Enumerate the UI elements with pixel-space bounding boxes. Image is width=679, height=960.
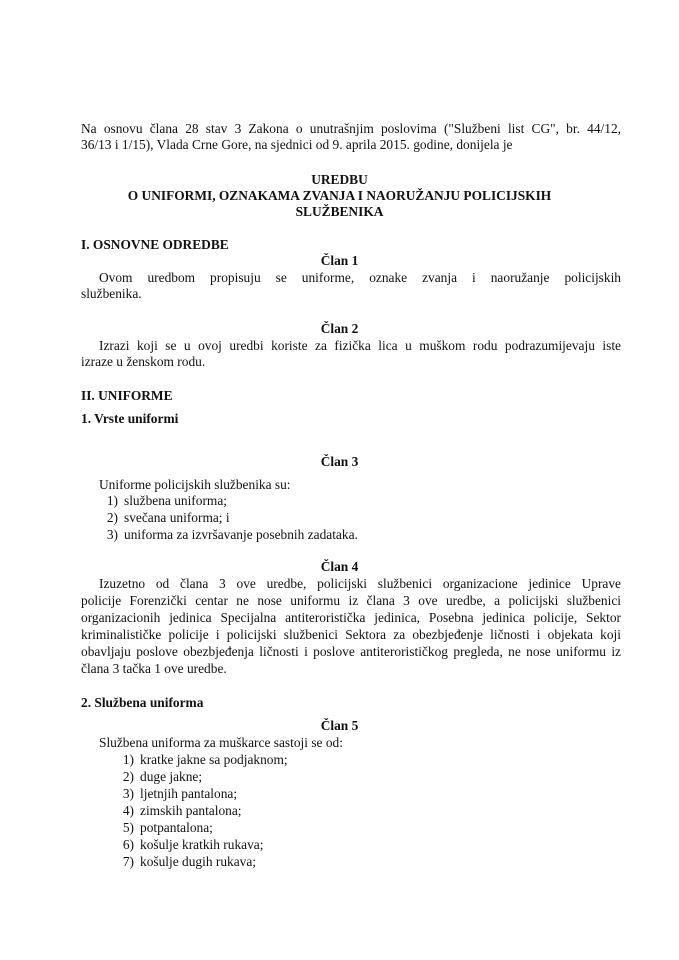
list-item — [112, 751, 288, 768]
clan4-line-5: obavljaju poslove obezbjeđenja ličnosti i poslove antiterorističkog pregleda, ne nose uniformu iz — [81, 644, 621, 659]
list-item-number: 6) — [122, 837, 134, 852]
list-item — [112, 836, 263, 853]
list-item — [112, 853, 256, 870]
clan5-intro: Službena uniforma za muškarce sastoji se od: — [99, 735, 343, 750]
list-item — [112, 768, 202, 785]
list-item — [112, 802, 242, 819]
clan3-heading: Član 3 — [320, 454, 359, 469]
clan4-line-3: organizacionih jedinica Specijalna antiteroristička jedinica, Posebna jedinica policije, Sektor — [81, 610, 621, 625]
list-item-number: 7) — [122, 854, 134, 869]
list-item-number: 1) — [106, 493, 118, 508]
list-item — [96, 509, 230, 526]
list-item — [96, 492, 227, 509]
list-item-text: duge jakne; — [140, 769, 203, 784]
list-item-text: zimskih pantalona; — [140, 803, 242, 818]
list-item — [112, 785, 237, 802]
clan2-line-2: izraze u ženskom rodu. — [81, 354, 206, 369]
list-item-number: 3) — [106, 527, 118, 542]
clan3-intro: Uniforme policijskih službenika su: — [99, 477, 291, 492]
clan2-heading: Član 2 — [320, 321, 359, 336]
clan4-line-6: člana 3 tačka 1 ove uredbe. — [81, 661, 227, 676]
list-item-number: 5) — [122, 820, 134, 835]
list-item-text: službena uniforma; — [124, 493, 227, 508]
title-line-1: UREDBU — [311, 172, 368, 187]
clan1-line-2: službenika. — [81, 286, 142, 301]
list-item-number: 2) — [122, 769, 134, 784]
section-heading-1: I. OSNOVNE ODREDBE — [81, 237, 229, 252]
clan5-heading: Član 5 — [320, 718, 359, 733]
preamble-line-2: 36/13 i 1/15), Vlada Crne Gore, na sjednici od 9. aprila 2015. godine, donijela je — [81, 137, 513, 152]
subsection-heading-2: 2. Službena uniforma — [81, 695, 204, 710]
list-item-text: svečana uniforma; i — [124, 510, 230, 525]
clan2-line-1: Izrazi koji se u ovoj uredbi koriste za fizička lica u muškom rodu podrazumijevaju iste — [99, 338, 621, 353]
list-item-text: kratke jakne sa podjaknom; — [140, 752, 288, 767]
list-item-text: uniforma za izvršavanje posebnih zadataka. — [124, 527, 358, 542]
title-line-3: SLUŽBENIKA — [295, 204, 384, 219]
list-item — [112, 819, 213, 836]
list-item-number: 2) — [106, 510, 118, 525]
list-item-text: košulje kratkih rukava; — [140, 837, 264, 852]
clan1-heading: Član 1 — [320, 253, 359, 268]
clan4-line-4: kriminalističke policije i policijski službenici Sektora za obezbjeđenje ličnosti i objekata koji — [81, 627, 621, 642]
title-line-2: O UNIFORMI, OZNAKAMA ZVANJA I NAORUŽANJU POLICIJSKIH — [127, 188, 552, 203]
preamble-line-1: Na osnovu člana 28 stav 3 Zakona o unutrašnjim poslovima ("Službeni list CG", br. 44/12, — [81, 121, 621, 136]
clan4-line-1: Izuzetno od člana 3 ove uredbe, policijski službenici organizacione jedinice Uprave — [99, 576, 621, 591]
section-heading-2: II. UNIFORME — [81, 388, 173, 403]
list-item-text: potpantalona; — [140, 820, 213, 835]
list-item-text: košulje dugih rukava; — [140, 854, 257, 869]
clan4-heading: Član 4 — [320, 559, 359, 574]
subsection-heading-1: 1. Vrste uniformi — [81, 411, 179, 426]
list-item-number: 3) — [122, 786, 134, 801]
list-item — [96, 526, 358, 543]
clan4-line-2: policije Forenzički centar ne nose uniformu iz člana 3 ove uredbe, a policijski službenici — [81, 593, 621, 608]
list-item-number: 4) — [122, 803, 134, 818]
list-item-number: 1) — [122, 752, 134, 767]
clan1-line-1: Ovom uredbom propisuju se uniforme, oznake zvanja i naoružanje policijskih — [99, 270, 621, 285]
list-item-text: ljetnjih pantalona; — [140, 786, 238, 801]
